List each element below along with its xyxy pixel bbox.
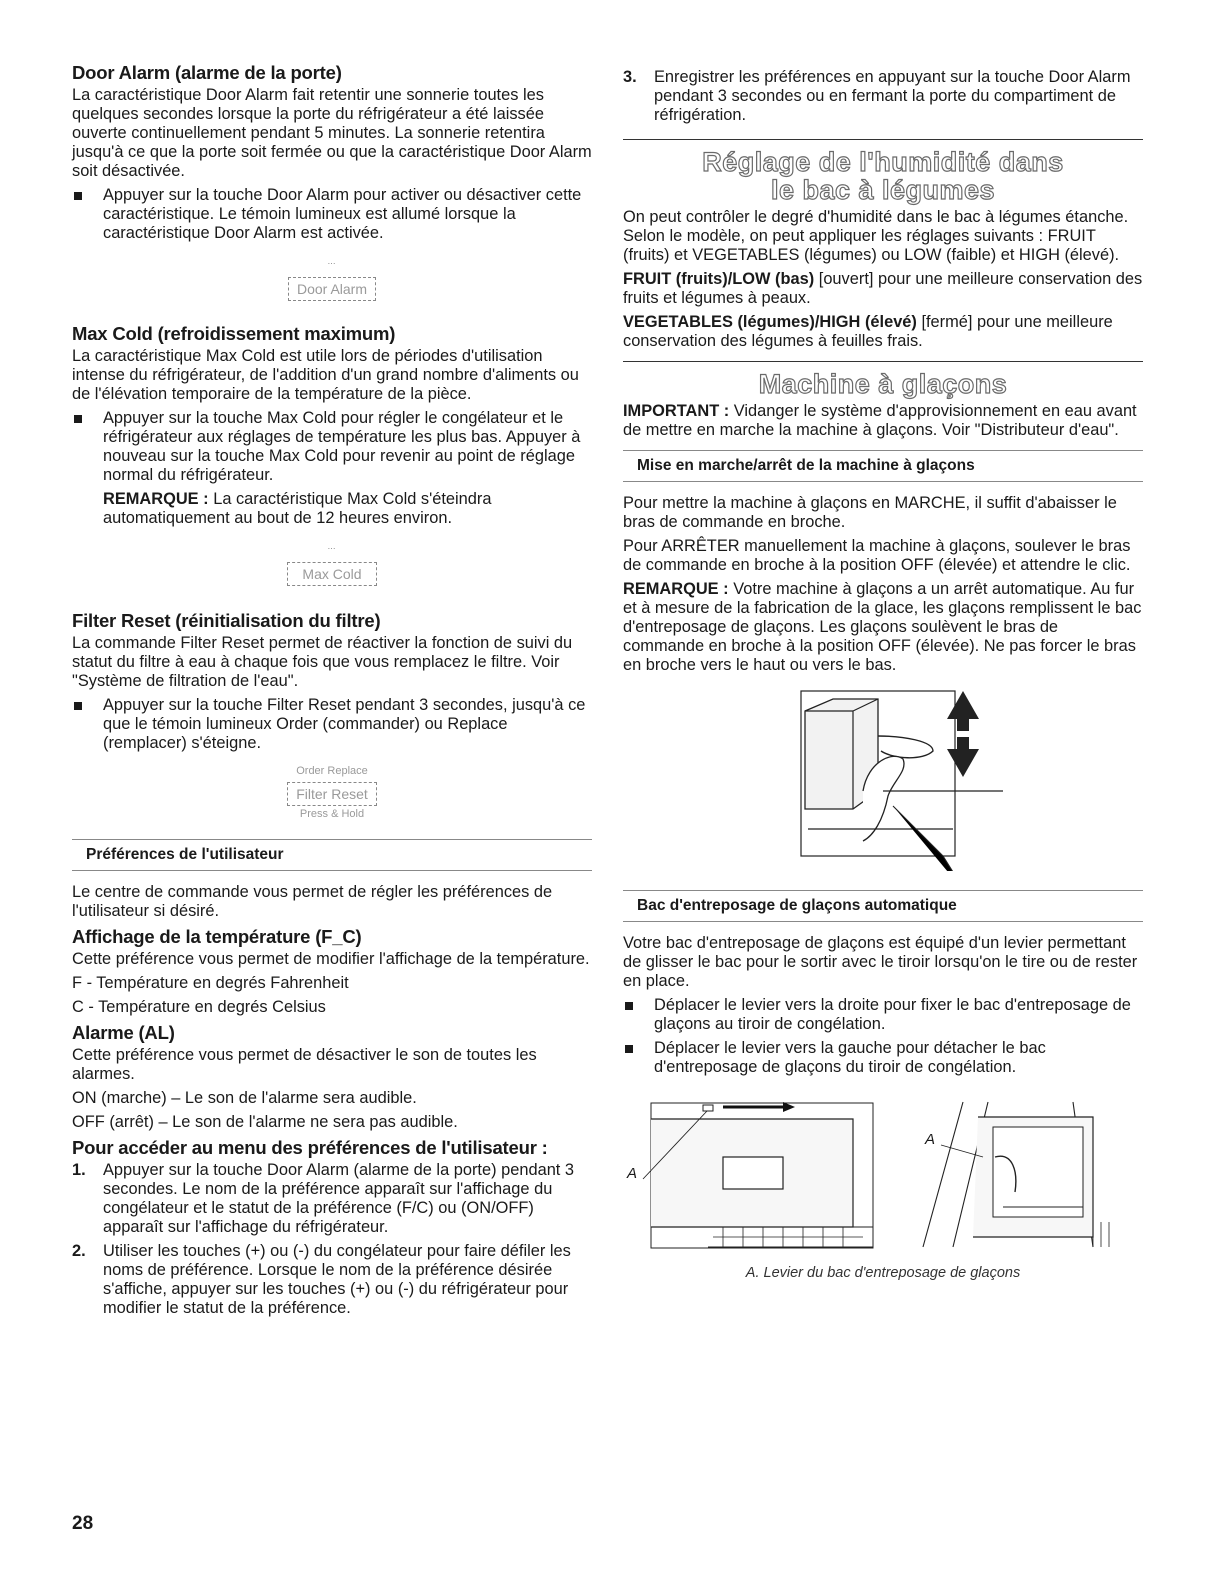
- max-cold-button[interactable]: Max Cold: [287, 562, 376, 586]
- filter-reset-button[interactable]: Filter Reset: [287, 782, 377, 806]
- step-1-text: Appuyer sur la touche Door Alarm (alarme de la porte) pendant 3 secondes. Le nom de la préférence apparaît sur l'affichage du congélateur et le statut de la préférence (F/C) ou (ON/OFF) apparaît sur l'affichage du réfrigérateur.: [103, 1161, 575, 1236]
- door-alarm-bullet: Appuyer sur la touche Door Alarm pour activer ou désactiver cette caractéristique. Le témoin lumineux est allumé lorsque la caractéristique Door Alarm est activée.: [72, 186, 592, 243]
- step-2-number: 2.: [72, 1242, 86, 1260]
- lever-label-a-right: A: [925, 1131, 936, 1148]
- left-column: [72, 62, 592, 1323]
- ice-bin-bullet-2: Déplacer le levier vers la gauche pour détacher le bac d'entreposage de glaçons du tiroir de congélation.: [623, 1039, 1143, 1077]
- ice-important-text: Vidanger le système d'approvisionnement en eau avant de mettre en marche la machine à glaçons. Voir "Distributeur d'eau".: [623, 402, 1137, 439]
- door-alarm-heading: Door Alarm (alarme de la porte): [72, 62, 342, 83]
- ice-maker-illustration: [623, 681, 1143, 876]
- door-alarm-button[interactable]: Door Alarm: [288, 277, 376, 301]
- alarm-body: Cette préférence vous permet de désactiver le son de toutes les alarmes.: [72, 1046, 537, 1083]
- right-column: [623, 68, 1143, 1281]
- prefs-intro: Le centre de commande vous permet de régler les préférences de l'utilisateur si désiré.: [72, 883, 553, 920]
- ice-important: [623, 402, 1143, 440]
- lever-label-a-left: A: [627, 1165, 638, 1182]
- filter-reset-bullet: Appuyer sur la touche Filter Reset pendant 3 secondes, jusqu'à ce que le témoin lumineux Order (commander) ou Replace (remplacer) s'éteigne.: [72, 696, 592, 753]
- ice-maker-title: Machine à glaçons: [758, 369, 1008, 399]
- ice-bin-illustrations: [623, 1097, 1143, 1257]
- step-2: [72, 1242, 592, 1318]
- order-replace-indicators: Order Replace: [296, 765, 368, 777]
- section-rule: [623, 139, 1143, 140]
- ice-onoff-subheading: Mise en marche/arrêt de la machine à glaçons: [623, 451, 1143, 482]
- max-cold-heading: Max Cold (refroidissement maximum): [72, 323, 396, 344]
- prefs-subheading: Préférences de l'utilisateur: [72, 840, 592, 871]
- temp-display-body: Cette préférence vous permet de modifier l'affichage de la température.: [72, 950, 590, 968]
- vegetables-setting: [623, 313, 1143, 351]
- vegetables-label: VEGETABLES (légumes)/HIGH (élevé): [623, 313, 917, 331]
- ice-bin-bullet-1: Déplacer le levier vers la droite pour fixer le bac d'entreposage de glaçons au tiroir de congélation.: [623, 996, 1143, 1034]
- ice-note-label: REMARQUE :: [623, 580, 729, 598]
- humidity-body: On peut contrôler le degré d'humidité dans le bac à légumes étanche. Selon le modèle, on peut appliquer les réglages suivants : FRUIT (fruits) et VEGETABLES (légumes) ou LOW (faible) et HIGH (élevé).: [623, 208, 1129, 264]
- ice-bin-caption: A. Levier du bac d'entreposage de glaçons: [745, 1265, 1021, 1281]
- ice-maker-arm-diagram: [763, 681, 1003, 871]
- alarm-on: ON (marche) – Le son de l'alarme sera audible.: [72, 1089, 417, 1107]
- vegetables-text: [fermé] pour une meilleure conservation des légumes à feuilles frais.: [623, 313, 1113, 350]
- step-1: [72, 1161, 592, 1237]
- temp-celsius: C - Température en degrés Celsius: [72, 998, 326, 1016]
- filter-reset-body: La commande Filter Reset permet de réactiver la fonction de suivi du statut du filtre à eau à chaque fois que vous remplacez le filtre. Voir "Système de filtration de l'eau".: [72, 634, 573, 690]
- ice-important-label: IMPORTANT :: [623, 402, 730, 420]
- step-2-text: Utiliser les touches (+) ou (-) du congélateur pour faire défiler les noms de préférence. Lorsque le nom de la préférence désirée s'affiche, appuyer sur les touches (+) ou (-) du réfrigérateur pour modifier le statut de la préférence.: [103, 1242, 571, 1317]
- step-1-number: 1.: [72, 1161, 86, 1179]
- ice-note-text: Votre machine à glaçons a un arrêt automatique. Au fur et à mesure de la fabrication de la glace, les glaçons remplissent le bac d'entreposage de glaçons. Les glaçons soulèvent le bras de commande en broche à la position OFF (élevée). Ne pas forcer le bras en broche vers le haut ou vers le bas.: [623, 580, 1142, 674]
- humidity-title-line-2: le bac à légumes: [770, 175, 996, 205]
- fruit-label: FRUIT (fruits)/LOW (bas): [623, 270, 815, 288]
- ice-off-text: Pour ARRÊTER manuellement la machine à glaçons, soulever le bras de commande en broche à la position OFF (élevée) et attendre le clic.: [623, 537, 1131, 574]
- ice-bin-body: Votre bac d'entreposage de glaçons est équipé d'un levier permettant de glisser le bac pour le sortir avec le tiroir lorsqu'on le tire ou de rester en place.: [623, 934, 1138, 990]
- filter-reset-heading: Filter Reset (réinitialisation du filtre): [72, 610, 381, 631]
- max-cold-body: La caractéristique Max Cold est utile lors de périodes d'utilisation intense du réfrigérateur, de l'addition d'un grand nombre d'aliments ou de l'élévation temporaire de la température de la pièce.: [72, 347, 579, 403]
- fruit-setting: [623, 270, 1143, 308]
- alarm-off: OFF (arrêt) – Le son de l'alarme ne sera pas audible.: [72, 1113, 458, 1131]
- temp-fahrenheit: F - Température en degrés Fahrenheit: [72, 974, 349, 992]
- max-cold-control: [72, 542, 592, 586]
- max-cold-note: [72, 490, 592, 528]
- step-3-text: Enregistrer les préférences en appuyant sur la touche Door Alarm pendant 3 secondes ou en fermant la porte du compartiment de réfrigération.: [654, 68, 1131, 124]
- step-3: [623, 68, 1143, 125]
- door-alarm-control: [72, 257, 592, 301]
- indicator-light-icon: ⋯: [327, 544, 337, 553]
- press-hold-label: Press & Hold: [299, 808, 365, 820]
- ice-on-text: Pour mettre la machine à glaçons en MARCHE, il suffit d'abaisser le bras de commande en broche.: [623, 494, 1117, 531]
- page-number: 28: [72, 1513, 94, 1534]
- section-rule: [623, 361, 1143, 362]
- ice-bin-subheading: Bac d'entreposage de glaçons automatique: [623, 891, 1143, 922]
- max-cold-bullet: Appuyer sur la touche Max Cold pour régler le congélateur et le réfrigérateur aux réglages de température les plus bas. Appuyer à nouveau sur la touche Max Cold pour revenir au point de réglage normal du réfrigérateur.: [72, 409, 592, 485]
- indicator-light-icon: ⋯: [327, 259, 337, 268]
- fruit-text: [ouvert] pour une meilleure conservation des fruits et légumes à peaux.: [623, 270, 1143, 307]
- temp-display-heading: Affichage de la température (F_C): [72, 926, 362, 947]
- humidity-title: [623, 148, 1143, 204]
- access-prefs-heading: Pour accéder au menu des préférences de l'utilisateur :: [72, 1137, 548, 1158]
- alarm-heading: Alarme (AL): [72, 1022, 175, 1043]
- max-cold-note-text: La caractéristique Max Cold s'éteindra automatiquement au bout de 12 heures environ.: [103, 490, 492, 527]
- humidity-title-line-1: Réglage de l'humidité dans: [702, 147, 1064, 177]
- step-3-number: 3.: [623, 68, 637, 86]
- max-cold-note-label: REMARQUE :: [103, 490, 209, 508]
- ice-bin-lever-diagram: [623, 1097, 1143, 1257]
- door-alarm-body: La caractéristique Door Alarm fait retentir une sonnerie toutes les quelques secondes lorsque la porte du réfrigérateur a été laissée ouverte continuellement pendant 5 minutes. La sonnerie retentira jusqu'à ce que la porte soit fermée ou que la caractéristique Door Alarm soit désactivée.: [72, 86, 592, 180]
- ice-note: [623, 580, 1143, 675]
- filter-reset-control: [72, 765, 592, 821]
